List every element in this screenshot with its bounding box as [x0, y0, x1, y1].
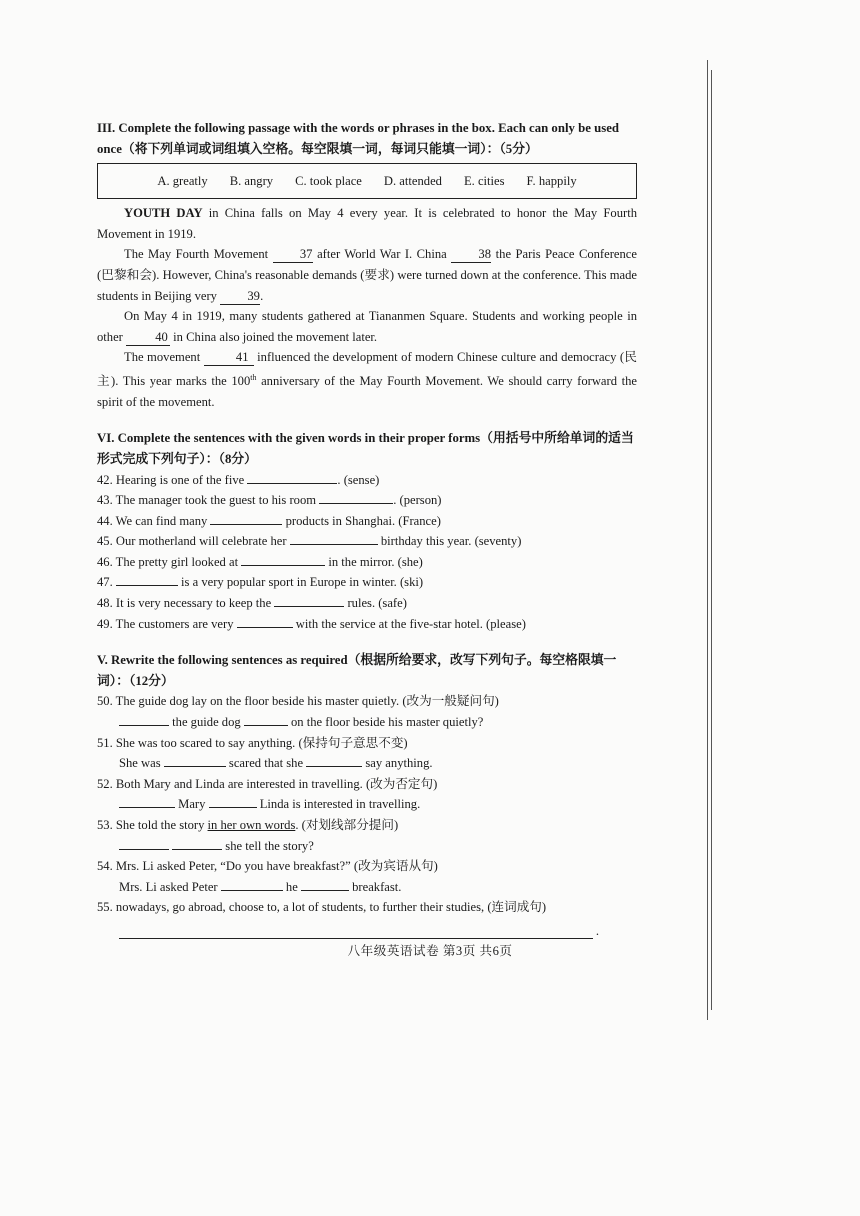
- blank-48[interactable]: [274, 606, 344, 607]
- blank-53-2[interactable]: [172, 849, 222, 850]
- answer-line-52: Mary Linda is interested in travelling.: [97, 794, 637, 815]
- section-6-title: VI. Complete the sentences with the given words in their proper forms（用括号中所给单词的适当形式完成下列句子）：（8分）: [97, 431, 634, 466]
- word-box: [97, 163, 637, 199]
- answer-line-53: she tell the story?: [97, 836, 637, 857]
- underlined-part: in her own words: [207, 818, 296, 832]
- section-3: [97, 118, 637, 412]
- answer-line-54: Mrs. Li asked Peter he breakfast.: [119, 879, 402, 894]
- blank-42[interactable]: [247, 483, 337, 484]
- page-footer: 八年级英语试卷 第3页 共6页: [347, 944, 513, 958]
- blank-38[interactable]: 38: [451, 246, 491, 263]
- option-b: B. angry: [229, 173, 274, 188]
- option-a: A. greatly: [157, 173, 208, 188]
- question-51: 51. She was too scared to say anything. (保持句子意思不变): [97, 735, 408, 750]
- blank-52-2[interactable]: [209, 807, 257, 808]
- question-42: 42. Hearing is one of the five . (sense): [97, 472, 380, 487]
- question-46: 46. The pretty girl looked at in the mirror. (she): [97, 554, 423, 569]
- blank-54-1[interactable]: [221, 890, 283, 891]
- passage-paragraph-1: YOUTH DAY in China falls on May 4 every year. It is celebrated to honor the May Fourth Movement in 1919.: [97, 206, 637, 241]
- blank-50-1[interactable]: [119, 725, 169, 726]
- page-edge-line-2: [711, 70, 712, 1010]
- section-5-title: V. Rewrite the following sentences as required（根据所给要求，改写下列句子。每空格限填一词）：（12分）: [97, 653, 617, 688]
- question-48: 48. It is very necessary to keep the rules. (safe): [97, 596, 407, 611]
- blank-49[interactable]: [237, 627, 293, 628]
- blank-47[interactable]: [116, 585, 178, 586]
- blank-44[interactable]: [210, 524, 282, 525]
- answer-line-50: the guide dog on the floor beside his master quietly?: [97, 712, 637, 733]
- section-6: [97, 428, 637, 634]
- section-6-items: [97, 470, 637, 635]
- blank-41[interactable]: 41: [204, 349, 254, 366]
- question-45: 45. Our motherland will celebrate her birthday this year. (seventy): [97, 534, 522, 549]
- answer-line-55[interactable]: .: [119, 918, 593, 939]
- blank-46[interactable]: [241, 565, 325, 566]
- blank-40[interactable]: 40: [126, 329, 170, 346]
- question-47: 47. is a very popular sport in Europe in winter. (ski): [97, 575, 424, 590]
- blank-37[interactable]: 37: [273, 246, 313, 263]
- blank-43[interactable]: [319, 503, 393, 504]
- blank-45[interactable]: [290, 544, 378, 545]
- passage-paragraph-2: The May Fourth Movement 37 after World War I. China 38 the Paris Peace Conference (巴黎和会). However, China's reasonable demands (要求) were turned down at the conference. This made students in Beijing very 39.: [97, 247, 637, 303]
- blank-50-2[interactable]: [244, 725, 288, 726]
- question-43: 43. The manager took the guest to his room . (person): [97, 493, 442, 508]
- section-5: [97, 650, 637, 939]
- option-d: D. attended: [383, 173, 442, 188]
- passage-paragraph-3: On May 4 in 1919, many students gathered at Tiananmen Square. Students and working people in other 40 in China also joined the movement later.: [97, 309, 637, 344]
- question-52: 52. Both Mary and Linda are interested in travelling. (改为否定句): [97, 776, 438, 791]
- blank-51-1[interactable]: [164, 766, 226, 767]
- passage-paragraph-4: The movement 41 influenced the development of modern Chinese culture and democracy (民主). This year marks the 100th anniversary of the May Fourth Movement. We should carry forward the spirit of the movement.: [97, 350, 637, 409]
- blank-54-2[interactable]: [301, 890, 349, 891]
- question-55: 55. nowadays, go abroad, choose to, a lot of students, to further their studies, (连词成句): [97, 900, 547, 915]
- question-54: 54. Mrs. Li asked Peter, “Do you have breakfast?” (改为宾语从句): [97, 859, 438, 874]
- question-50: 50. The guide dog lay on the floor beside his master quietly. (改为一般疑问句): [97, 694, 499, 709]
- section-3-title: III. Complete the following passage with the words or phrases in the box. Each can only be used once（将下列单词或词组填入空格。每空限填一词，每词只能填一词）：（5分）: [97, 121, 619, 156]
- exam-page: [97, 118, 637, 939]
- blank-53-1[interactable]: [119, 849, 169, 850]
- blank-51-2[interactable]: [306, 766, 362, 767]
- option-c: C. took place: [295, 173, 362, 188]
- blank-52-1[interactable]: [119, 807, 175, 808]
- option-f: F. happily: [526, 173, 577, 188]
- question-49: 49. The customers are very with the service at the five-star hotel. (please): [97, 616, 526, 631]
- blank-39[interactable]: 39: [220, 288, 260, 305]
- page-edge-line: [707, 60, 708, 1020]
- answer-line-51: She was scared that she say anything.: [119, 756, 433, 771]
- question-44: 44. We can find many products in Shanghai. (France): [97, 513, 441, 528]
- question-53: 53. She told the story in her own words. (对划线部分提问): [97, 818, 399, 832]
- option-e: E. cities: [463, 173, 505, 188]
